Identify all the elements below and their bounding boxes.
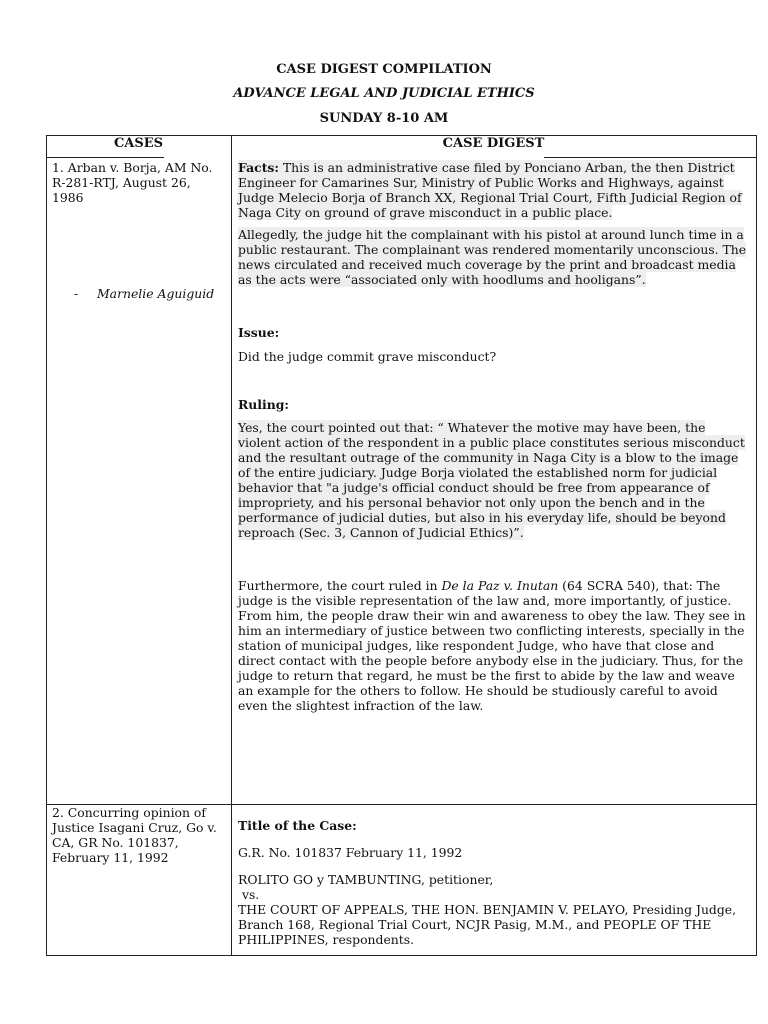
column-divider [231, 135, 232, 956]
ruling-p2-pre: Furthermore, the court ruled in [238, 578, 442, 593]
ruling-paragraph-1: Yes, the court pointed out that: “ Whatever the motive may have been, the violent action of the respondent in a public place constitutes serious misconduct and the resultant outrage of the community in Naga City is a blow to the image of the entire judiciary. Judge Borja violated the established norm for judicial behavior that "a judge's official conduct should be free from appearance of impropriety, and his personal behavior not only upon the bench and in the performance of judicial duties, but also in his everyday life, should be beyond reproach (Sec. 3, Cannon of Judicial Ethics)”. [238, 420, 745, 540]
petitioner: ROLITO GO y TAMBUNTING, petitioner, [238, 872, 494, 887]
ruling-p2-post: (64 SCRA 540), that: The judge is the visible representation of the law and, more importantly, of justice. From him, the people draw their win and awareness to obey the law. They see in him an intermediary of justice between two conflicting interests, specially in the station of municipal judges, like respondent Judge, who have that close and direct contact with the people before anybody else in the judiciary. Thus, for the judge to return that regard, he must be the first to abide by the law and weave an example for the others to follow. He should be studiously careful to avoid even the slightest infraction of the law. [238, 578, 746, 713]
column-header-cases: CASES [113, 136, 164, 151]
respondents: THE COURT OF APPEALS, THE HON. BENJAMIN V. PELAYO, Presiding Judge, Branch 168, Regional Trial Court, NCJR Pasig, M.M., and PEOPLE OF THE PHILIPPINES, respondents. [238, 902, 737, 947]
gr-number: G.R. No. 101837 February 11, 1992 [238, 845, 463, 860]
issue-text: Did the judge commit grave misconduct? [238, 349, 497, 364]
title-of-case-label: Title of the Case: [238, 818, 357, 833]
header-row-border-left [46, 157, 164, 158]
case-name: 1. Arban v. Borja, AM No. R-281-RTJ, August 26, 1986 [52, 160, 213, 205]
ruling-label: Ruling: [238, 397, 289, 412]
versus: vs. [238, 887, 260, 902]
table-right-border [756, 135, 757, 956]
case-digest-cell-2 [238, 818, 750, 947]
facts-text: This is an administrative case filed by Ponciano Arban, the then District Engineer for Camarines Sur, Ministry of Public Works and Highways, against Judge Melecio Borja of Branch XX, Regional Trial Court, Fifth Judicial Region of Naga City on ground of grave misconduct in a public place. [238, 160, 742, 220]
case-digest-cell [238, 160, 750, 713]
case-name-2: 2. Concurring opinion of Justice Isagani Cruz, Go v. CA, GR No. 101837, February 11, 1992 [52, 805, 217, 865]
document-title: CASE DIGEST COMPILATION [276, 62, 492, 77]
author-name: Marnelie Aguiguid [97, 286, 215, 301]
header-row-border-right [544, 157, 757, 158]
facts-label: Facts: [238, 160, 279, 175]
author-dash: - [74, 286, 79, 301]
issue-label: Issue: [238, 325, 280, 340]
column-header-case-digest: CASE DIGEST [442, 136, 545, 151]
table-left-border [46, 135, 47, 956]
table-bottom-border [46, 955, 757, 956]
course-subtitle: ADVANCE LEGAL AND JUDICIAL ETHICS [233, 86, 535, 101]
class-schedule: SUNDAY 8-10 AM [319, 111, 449, 126]
facts-paragraph-2: Allegedly, the judge hit the complainant with his pistol at around lunch time in a public restaurant. The complainant was rendered momentarily unconscious. The news circulated and received much coverage by the print and broadcast media as the acts were “associated only with hoodlums and hooligans”. [238, 227, 747, 287]
facts-paragraph [238, 160, 750, 220]
cited-case: De la Paz v. Inutan [441, 578, 559, 593]
ruling-paragraph-2 [238, 578, 750, 713]
